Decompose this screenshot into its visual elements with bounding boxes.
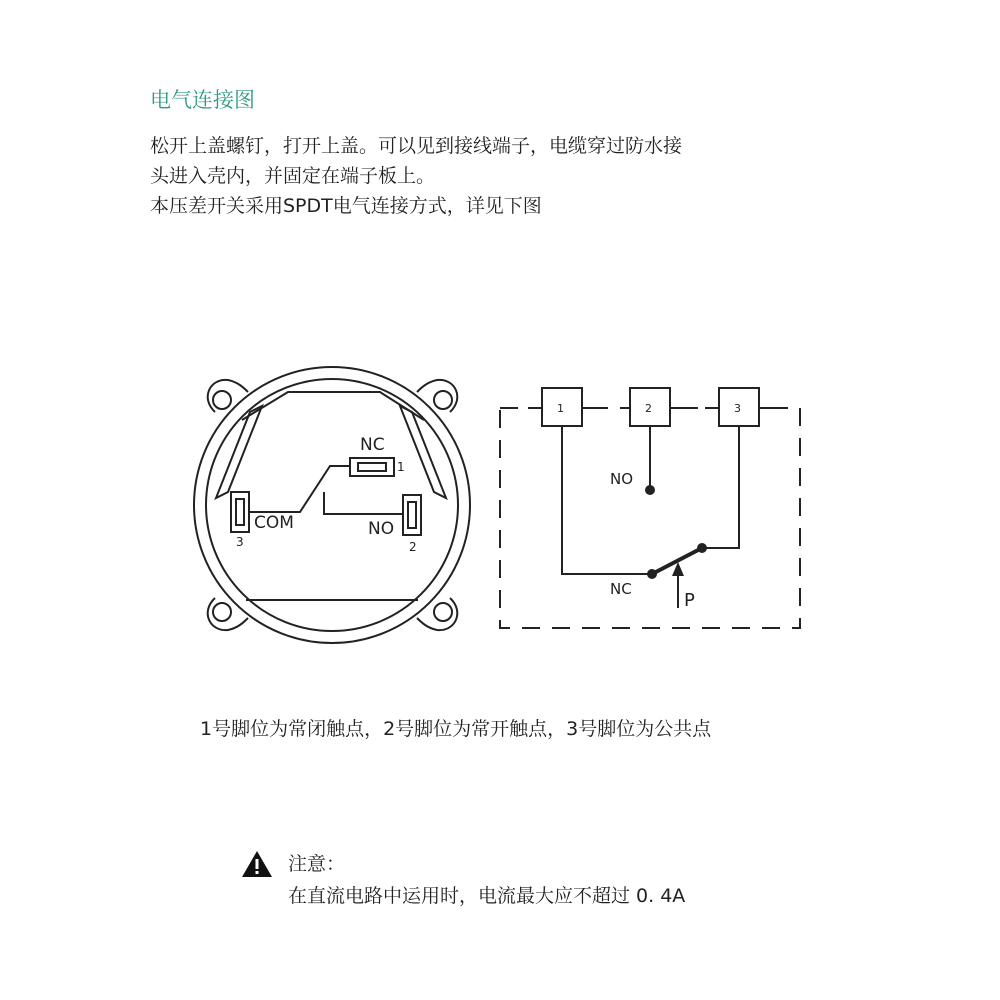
screw-hole-top-right: [434, 391, 452, 409]
intro-line: 松开上盖螺钉，打开上盖。可以见到接线端子，电缆穿过防水接: [150, 135, 683, 157]
housing-com-label: COM: [254, 513, 294, 533]
nc-contact-point: [647, 569, 657, 579]
housing-pin-3-label: 3: [236, 535, 244, 549]
schematic-marks: [645, 485, 707, 579]
housing-pin-1-label: 1: [397, 460, 405, 474]
no-contact-point: [645, 485, 655, 495]
screw-hole-bottom-left: [213, 603, 231, 621]
schematic-terminal-3-label: 3: [734, 402, 741, 415]
schematic-pressure-label: P: [684, 590, 695, 611]
intro-line: 本压差开关采用SPDT电气连接方式，详见下图: [150, 195, 542, 217]
wire-terminal-1-to-nc: [562, 426, 652, 574]
spdt-schematic: [500, 388, 800, 628]
wire-terminal-3-to-common: [702, 426, 739, 548]
schematic-nc-label: NC: [610, 580, 632, 598]
screw-hole-top-left: [213, 391, 231, 409]
schematic-terminal-1-label: 1: [557, 402, 564, 415]
terminal-com-slot: [236, 499, 244, 525]
wire-to-no: [324, 492, 403, 514]
wire-com-to-nc: [249, 466, 350, 512]
warning-note: [240, 848, 685, 912]
common-contact-point: [697, 543, 707, 553]
housing-labels: [236, 435, 417, 554]
page-title: 电气连接图: [150, 88, 255, 112]
pin-description: 1号脚位为常闭触点，2号脚位为常开触点，3号脚位为公共点: [200, 718, 712, 740]
schematic-terminal-2-label: 2: [645, 402, 652, 415]
housing-nc-label: NC: [360, 435, 385, 455]
terminal-nc: [350, 458, 394, 476]
screw-hole-bottom-right: [434, 603, 452, 621]
housing-pin-2-label: 2: [409, 540, 417, 554]
switch-housing: [194, 367, 470, 643]
intro-line: 头进入壳内，并固定在端子板上。: [150, 165, 436, 187]
terminal-nc-slot: [358, 463, 386, 471]
note-title: 注意：: [288, 853, 346, 875]
terminal-no-slot: [408, 502, 416, 528]
warning-icon: [240, 849, 274, 879]
housing-no-label: NO: [368, 519, 395, 539]
schematic-no-label: NO: [610, 470, 634, 488]
note-text: 在直流电路中运用时，电流最大应不超过 0. 4A: [288, 885, 686, 907]
